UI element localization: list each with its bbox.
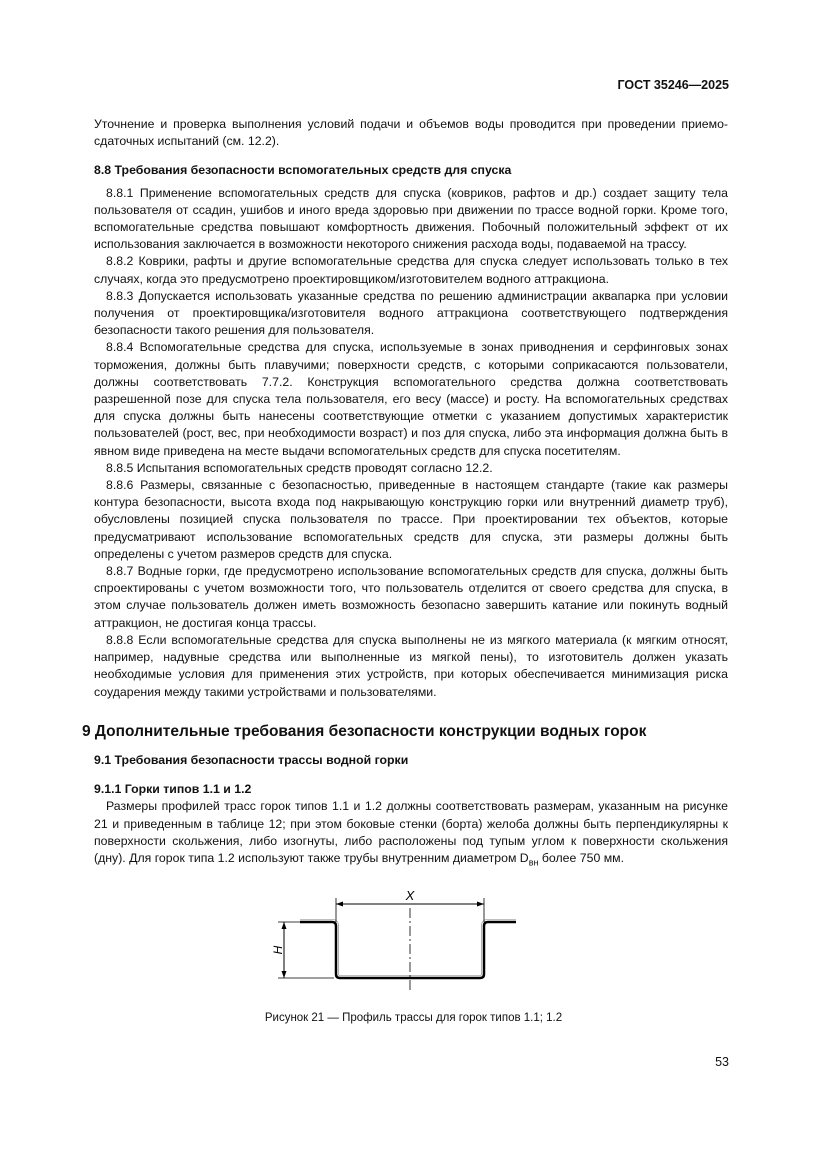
section-8-8-title: 8.8 Требования безопасности вспомогательных средств для спуска	[94, 163, 512, 178]
page-number: 53	[715, 1055, 729, 1069]
figure-21-profile-diagram	[270, 888, 530, 998]
figure-21-caption: Рисунок 21 — Профиль трассы для горок типов 1.1; 1.2	[264, 1012, 563, 1024]
paragraph-9-1-1-main: Размеры профилей трасс горок типов 1.1 и 1.2 должны соответствовать размерам, указанным на рисунке 21 и приведенным в таблице 12; при этом боковые стенки (борта) желоба должны быть перпендикулярны к поверхности скольжения, либо изогнуты, либо расположены под тупым углом к поверхности скольжения (дну). Для горок типа 1.2 используют также трубы внутренним диаметром D	[94, 799, 728, 865]
dimension-h-arrow-top	[282, 922, 287, 929]
label-h: H	[271, 945, 285, 955]
paragraph-8-8-7: 8.8.7 Водные горки, где предусмотрено использование вспомогательных средств для спуска, должны быть спроектированы с учетом возможности того, что пользователь отделится от своего средства для спуска, в этом случае пользователь должен иметь возможность безопасно завершить катание или покинуть водный аттракцион, не достигая конца трассы.	[94, 564, 728, 630]
dimension-h-arrow-bottom	[282, 971, 287, 978]
intro-paragraph: Уточнение и проверка выполнения условий подачи и объемов воды проводится при проведении приемо-сдаточных испытаний (см. 12.2).	[94, 117, 728, 149]
paragraph-9-1-1	[94, 798, 728, 871]
label-x: X	[405, 888, 415, 903]
diameter-subscript: вн	[528, 857, 539, 868]
page-content	[82, 116, 728, 872]
paragraph-9-1-1-tail: более 750 мм.	[538, 850, 625, 865]
paragraph-8-8-5: 8.8.5 Испытания вспомогательных средств проводят согласно 12.2.	[106, 460, 493, 475]
dimension-x-arrow-left	[336, 902, 343, 907]
dimension-x-arrow-right	[477, 902, 484, 907]
section-9-1-1-title: 9.1.1 Горки типов 1.1 и 1.2	[94, 782, 252, 797]
trough-profile	[300, 922, 516, 978]
paragraph-8-8-4: 8.8.4 Вспомогательные средства для спуска, используемые в зонах приводнения и серфинговых зонах торможения, должны быть плавучими; поверхности средств, с которыми соприкасаются пользователи, должны соответствовать 7.7.2. Конструкция вспомогательного средства должна соответствовать разрешенной позе для спуска тела пользователя, его весу (массе) и росту. На вспомогательных средствах для спуска должны быть нанесены соответствующие отметки с указанием допустимых характеристик пользователей (рост, вес, при необходимости возраст) и поз для спуска, либо эта информация должна быть в явном виде приведена на месте выдачи вспомогательных средств для спуска посетителям.	[94, 340, 728, 458]
paragraph-8-8-2: 8.8.2 Коврики, рафты и другие вспомогательные средства для спуска следует использовать только в тех случаях, когда это предусмотрено проектировщиком/изготовителем водного аттракциона.	[94, 254, 728, 286]
section-9-title: 9 Дополнительные требования безопасности конструкции водных горок	[82, 722, 647, 740]
section-9-1-title: 9.1 Требования безопасности трассы водной горки	[94, 752, 409, 767]
paragraph-8-8-8: 8.8.8 Если вспомогательные средства для спуска выполнены не из мягкого материала (к мягким относят, например, надувные средства или выполненные из мягкой пены), то изготовитель должен указать необходимые условия для применения этих устройств, при которых обеспечивается минимизация риска соударения между такими устройствами и пользователями.	[94, 632, 728, 699]
paragraph-8-8-3: 8.8.3 Допускается использовать указанные средства по решению администрации аквапарка при условии получения от проектировщика/изготовителя водного аттракциона соответствующего подтверждения безопасности такого решения для пользователя.	[94, 288, 728, 338]
paragraph-8-8-1: 8.8.1 Применение вспомогательных средств для спуска (ковриков, рафтов и др.) создает защиту тела пользователя от ссадин, ушибов и иного вреда здоровью при движении по трассе водной горки. Кроме того, вспомогательные средства повышают комфортность движения. Побочный положительный эффект от их использования заключается в возможности некоторого снижения расхода воды, подаваемой на трассу.	[94, 185, 728, 252]
paragraph-8-8-6: 8.8.6 Размеры, связанные с безопасностью, приведенные в настоящем стандарте (такие как размеры контура безопасности, высота входа под накрывающую конструкцию горки или внутренний диаметр труб), обусловлены позицией спуска пользователя по трассе. При проектировании тех объектов, которые предусматривают использование вспомогательных средств для спуска, эти размеры должны быть определены с учетом размеров средств для спуска.	[94, 478, 728, 561]
document-header: ГОСТ 35246—2025	[617, 78, 729, 92]
